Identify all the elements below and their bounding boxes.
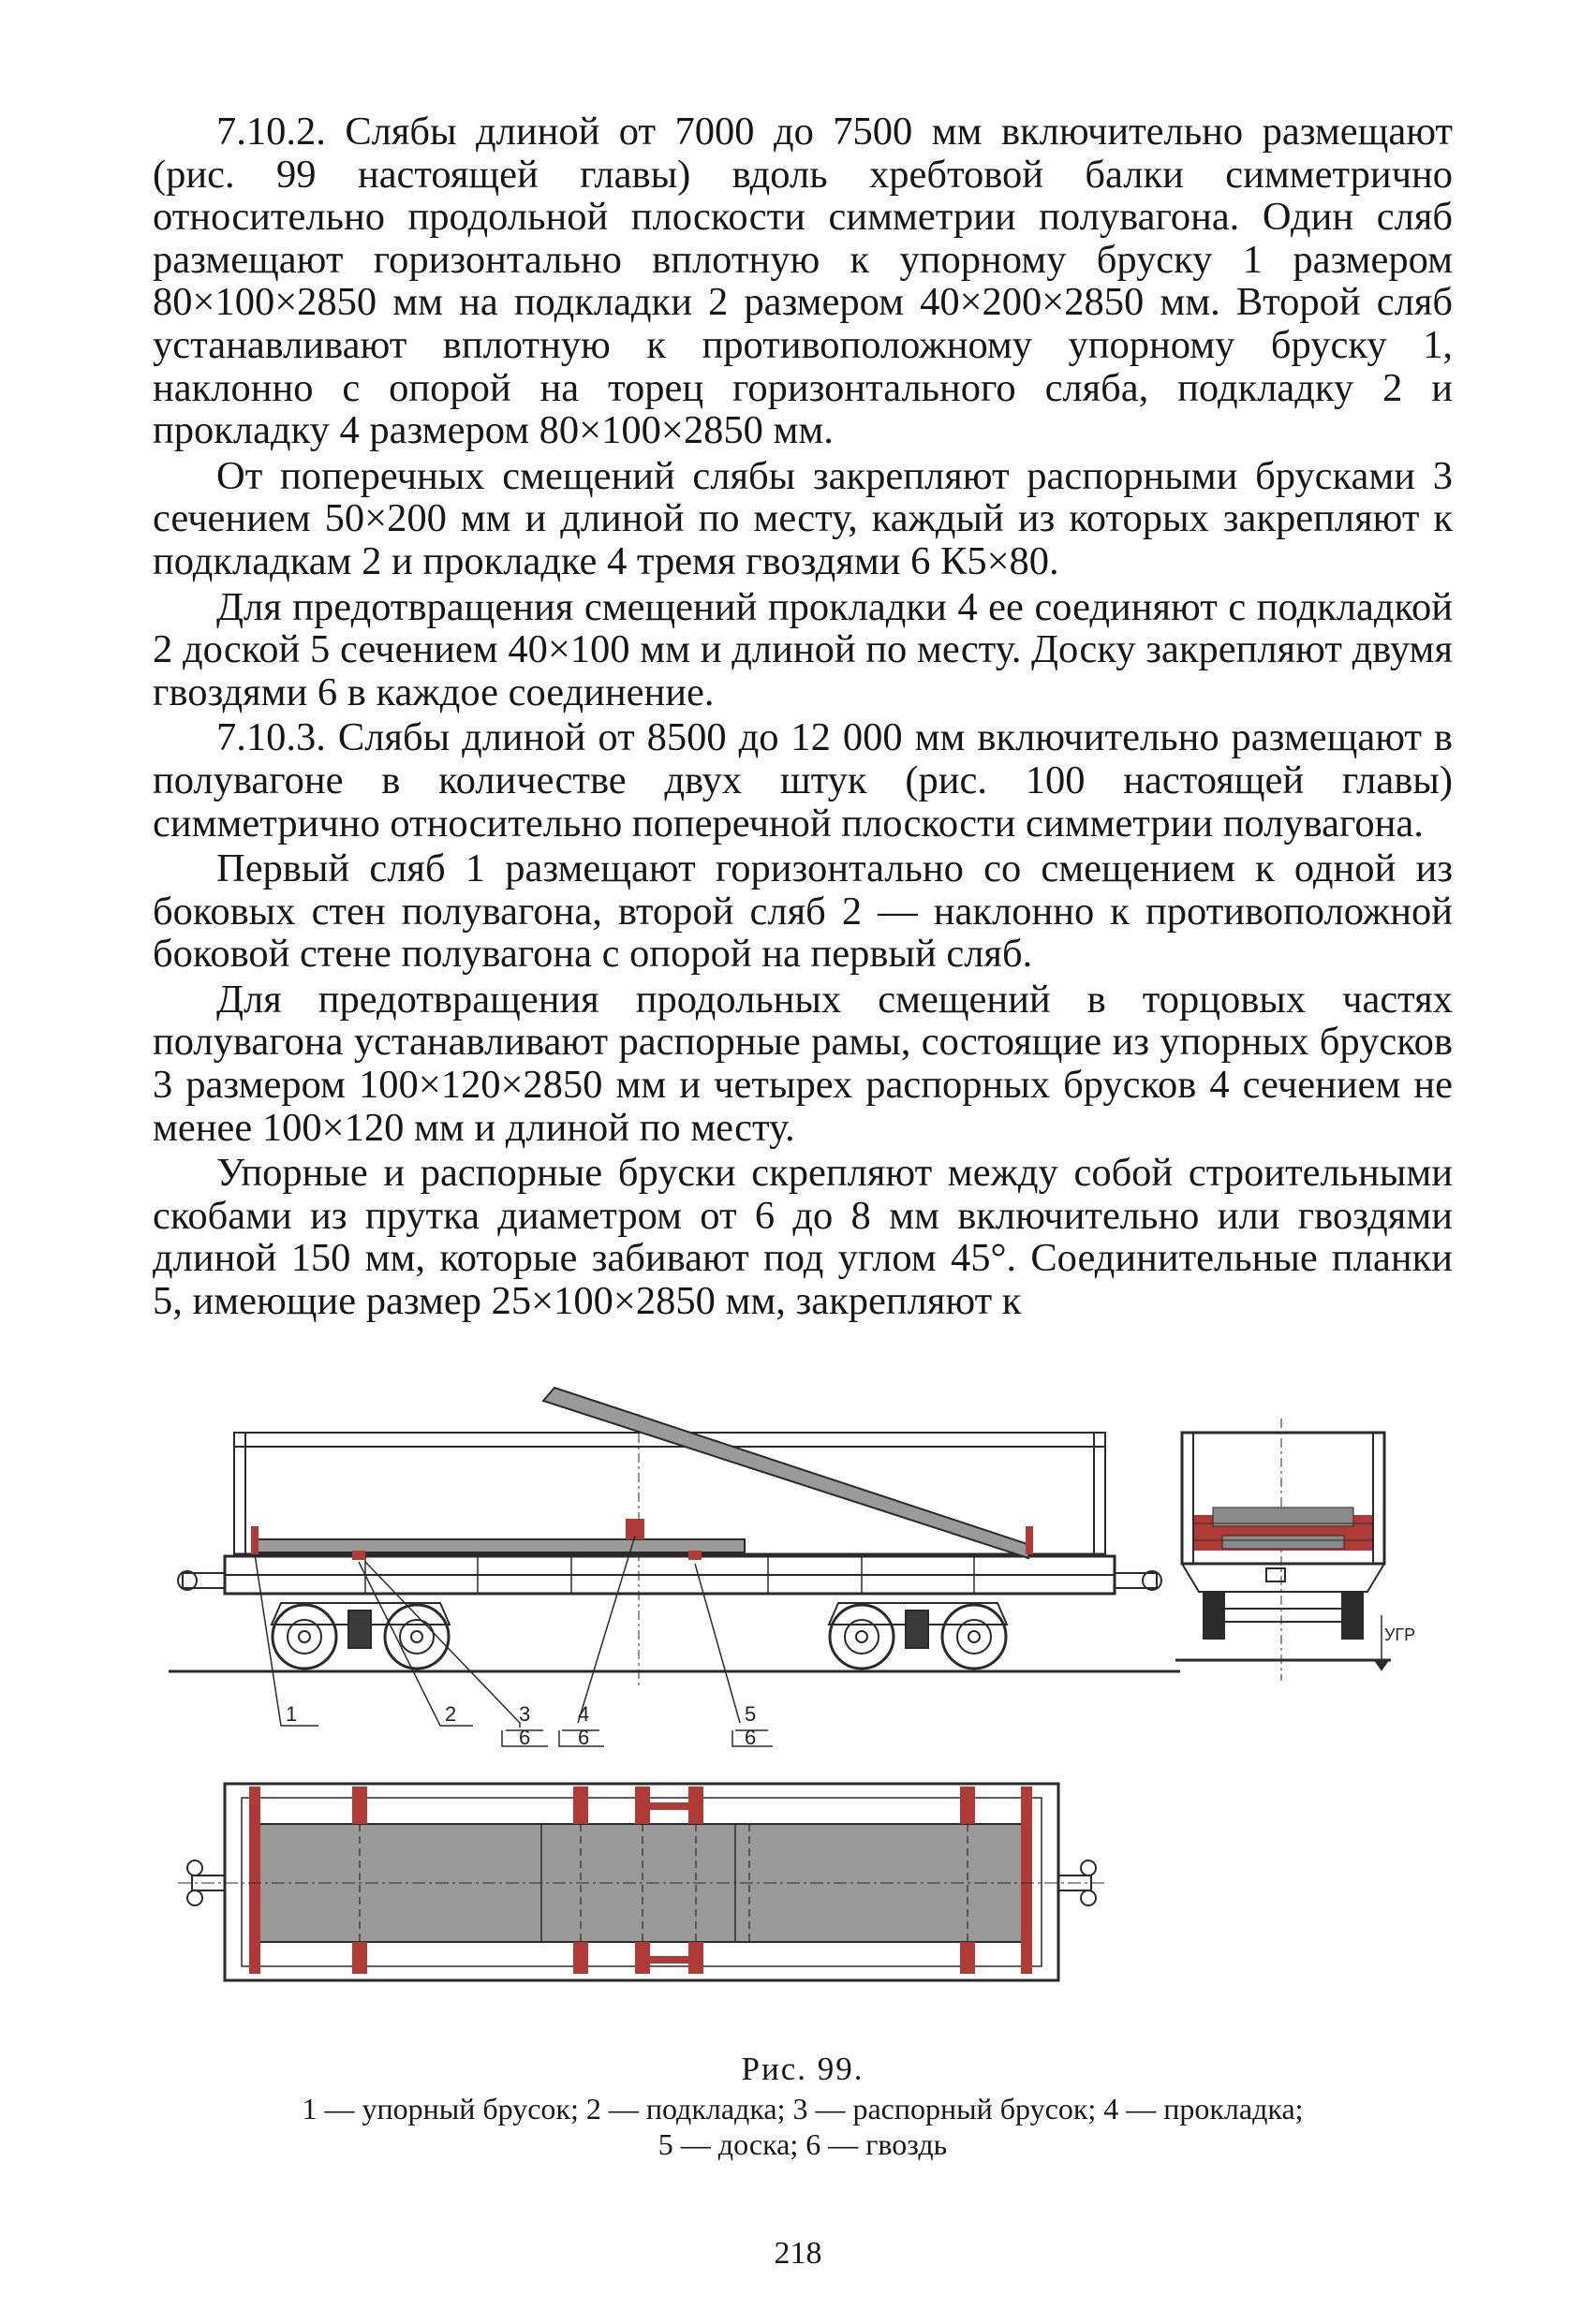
label-4: 4: [578, 1702, 590, 1726]
end-view-drawing: [1175, 1419, 1391, 1681]
side-view-drawing: [169, 1414, 1180, 1685]
bogie-left: [272, 1603, 450, 1669]
stop-bar-1: [251, 1526, 259, 1554]
wagon-body: [234, 1433, 1105, 1554]
label-ugr: УГР: [1384, 1625, 1416, 1644]
paragraph: Для предотвращения продольных смещений в торцовых частях полувагона устанавливают распорные рамы, состоящие из упорных брусков 3 размером 100×120×2850 мм и четырех распорных брусков 4 сечением не менее 100×120 мм и длиной по месту.: [153, 977, 1453, 1150]
paragraph: 7.10.3. Слябы длиной от 8500 до 12 000 мм включительно размещают в полувагоне в количестве двух штук (рис. 100 настоящей главы) симметрично относительно поперечной плоскости симметрии полувагона.: [153, 715, 1453, 846]
label-3: 3: [519, 1702, 531, 1726]
paragraph: Упорные и распорные бруски скрепляют между собой строительными скобами из прутка диаметром от 6 до 8 мм включительно или гвоздями длиной 150 мм, которые забивают под углом 45°. Соединительные планки 5, имеющие размер 25×100×2850 мм, закрепляют к: [153, 1151, 1453, 1324]
leader-lines: [255, 1536, 773, 1746]
slab-plan: [256, 1824, 1026, 1942]
callout-labels: [286, 1702, 756, 1749]
figure-legend-line-2: 5 — доска; 6 — гвоздь: [658, 2127, 948, 2161]
paragraph: Для предотвращения смещений прокладки 4 ее соединяют с подкладкой 2 доской 5 сечением 40×100 мм и длиной по месту. Доску закрепляют двумя гвоздями 6 в каждое соединение.: [153, 584, 1453, 714]
bogie-right: [829, 1603, 1007, 1669]
label-1: 1: [286, 1702, 298, 1726]
paragraph: Первый сляб 1 размещают горизонтально со смещением к одной из боковых стен полувагона, второй сляб 2 — наклонно к противоположной боковой стене полувагона с опорой на первый сляб.: [153, 846, 1453, 977]
label-6c: 6: [745, 1726, 757, 1749]
label-2: 2: [445, 1702, 457, 1726]
paragraph: От поперечных смещений слябы закрепляют распорными брусками 3 сечением 50×200 мм и длиной по месту, каждый из которых закрепляют к подкладкам 2 и прокладке 4 тремя гвоздями 6 К5×80.: [153, 453, 1453, 583]
label-6b: 6: [578, 1726, 590, 1749]
paragraph: 7.10.2. Слябы длиной от 7000 до 7500 мм включительно размещают (рис. 99 настоящей главы) вдоль хребтовой балки симметрично относительно продольной плоскости симметрии полувагона. Один сляб размещают горизонтально вплотную к упорному бруску 1 размером 80×100×2850 мм на подкладки 2 размером 40×200×2850 мм. Второй сляб устанавливают вплотную к противоположному упорному бруску 1, наклонно с опорой на торец горизонтального сляба, подкладку 2 и прокладку 4 размером 80×100×2850 мм.: [153, 110, 1453, 453]
figure-legend-line-1: 1 — упорный брусок; 2 — подкладка; 3 — распорный брусок; 4 — прокладка;: [302, 2092, 1304, 2125]
slabs-side-view: [251, 1388, 1033, 1560]
page-number: 218: [774, 2236, 822, 2271]
body-text: [153, 110, 1453, 1323]
spacer-4: [626, 1519, 644, 1539]
figure-caption-title: Рис. 99.: [741, 2051, 864, 2087]
horizontal-slab: [256, 1539, 745, 1552]
plan-view-drawing: [178, 1784, 1105, 1980]
label-5: 5: [745, 1702, 757, 1726]
label-6a: 6: [519, 1726, 531, 1749]
end-view-slabs: [1194, 1508, 1372, 1551]
inclined-slab: [543, 1388, 1030, 1558]
